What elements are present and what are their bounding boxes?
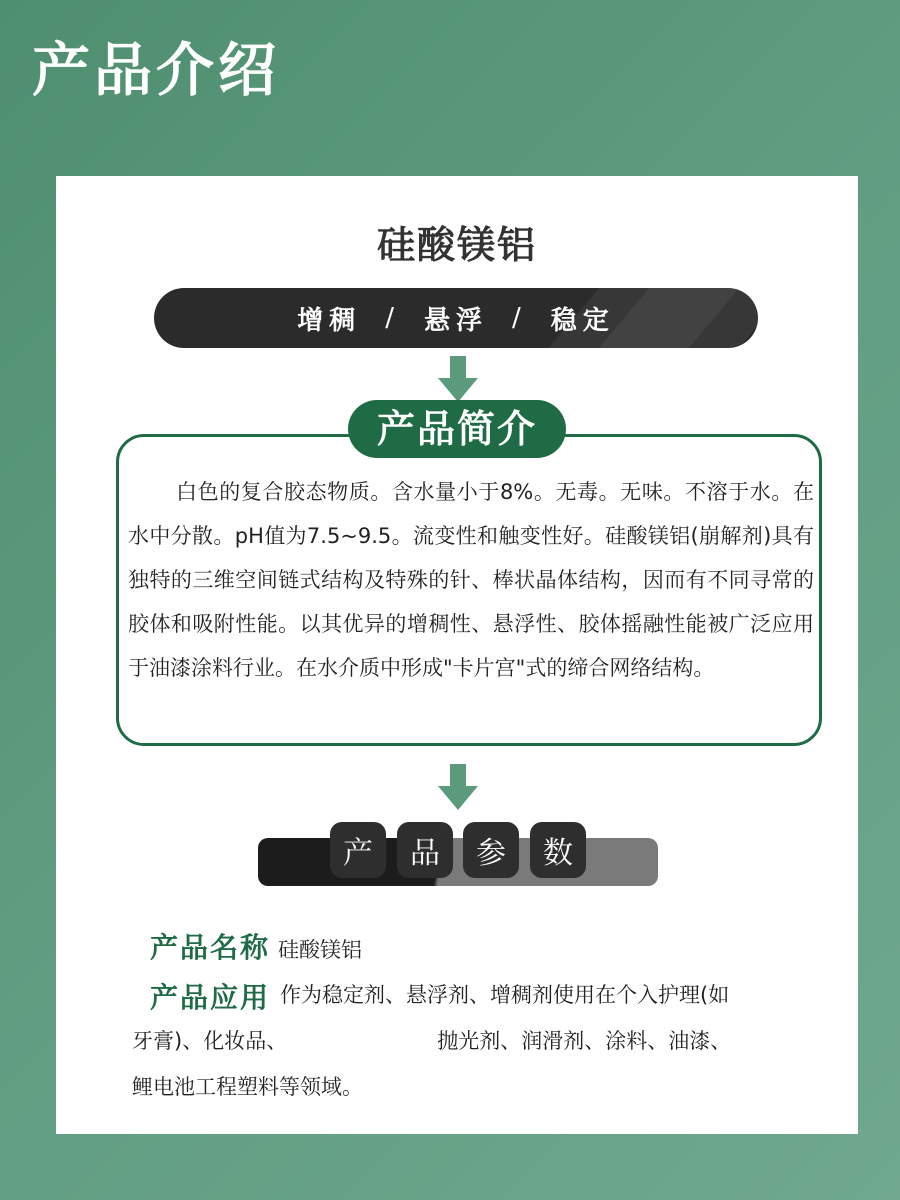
- params-bar: [258, 838, 658, 886]
- params-chip: 产: [330, 822, 386, 878]
- tagline-pill: [154, 288, 758, 348]
- product-name-value: 硅酸镁铝: [278, 938, 362, 962]
- page-title: 产品介绍: [32, 36, 281, 104]
- product-name: 硅酸镁铝: [376, 223, 537, 267]
- usage-line-part: 抛光剂、润滑剂、涂料、油漆、: [437, 1029, 732, 1053]
- product-name-label: 产品名称: [150, 931, 271, 964]
- tagline-suspend: 悬浮: [423, 305, 488, 336]
- params-chip: 参: [463, 822, 519, 878]
- usage-line: [132, 1018, 822, 1064]
- usage-line: 作为稳定剂、悬浮剂、增稠剂使用在个入护理(如: [280, 983, 730, 1007]
- product-usage-label: 产品应用: [150, 981, 271, 1014]
- intro-title: 产品简介: [348, 400, 566, 458]
- tagline-thicken: 增稠: [297, 305, 362, 336]
- arrow-down-icon: [438, 764, 478, 814]
- params-chip: 数: [530, 822, 586, 878]
- params-chip: 品: [397, 822, 453, 878]
- tagline-separator: /: [385, 303, 400, 333]
- product-usage-text: [132, 972, 822, 1110]
- intro-text: 白色的复合胶态物质。含水量小于8%。无毒。无味。不溶于水。在水中分散。pH值为7.5~9.5。流变性和触变性好。硅酸镁铝(崩解剂)具有独特的三维空间链式结构及特殊的针、棒状晶体结构，因而有不同寻常的胶体和吸附性能。以其优异的增稠性、悬浮性、胶体摇融性能被广泛应用于油漆涂料行业。在水介质中形成"卡片宫"式的缔合网络结构。: [128, 480, 814, 680]
- arrow-down-icon: [438, 356, 478, 406]
- tagline-separator: /: [512, 303, 527, 333]
- product-card: [56, 176, 858, 1134]
- usage-line: 鲤电池工程塑料等领域。: [132, 1075, 363, 1099]
- tagline-stabilize: 稳定: [550, 305, 615, 336]
- usage-line-part: 牙膏)、化妆品、: [132, 1029, 288, 1053]
